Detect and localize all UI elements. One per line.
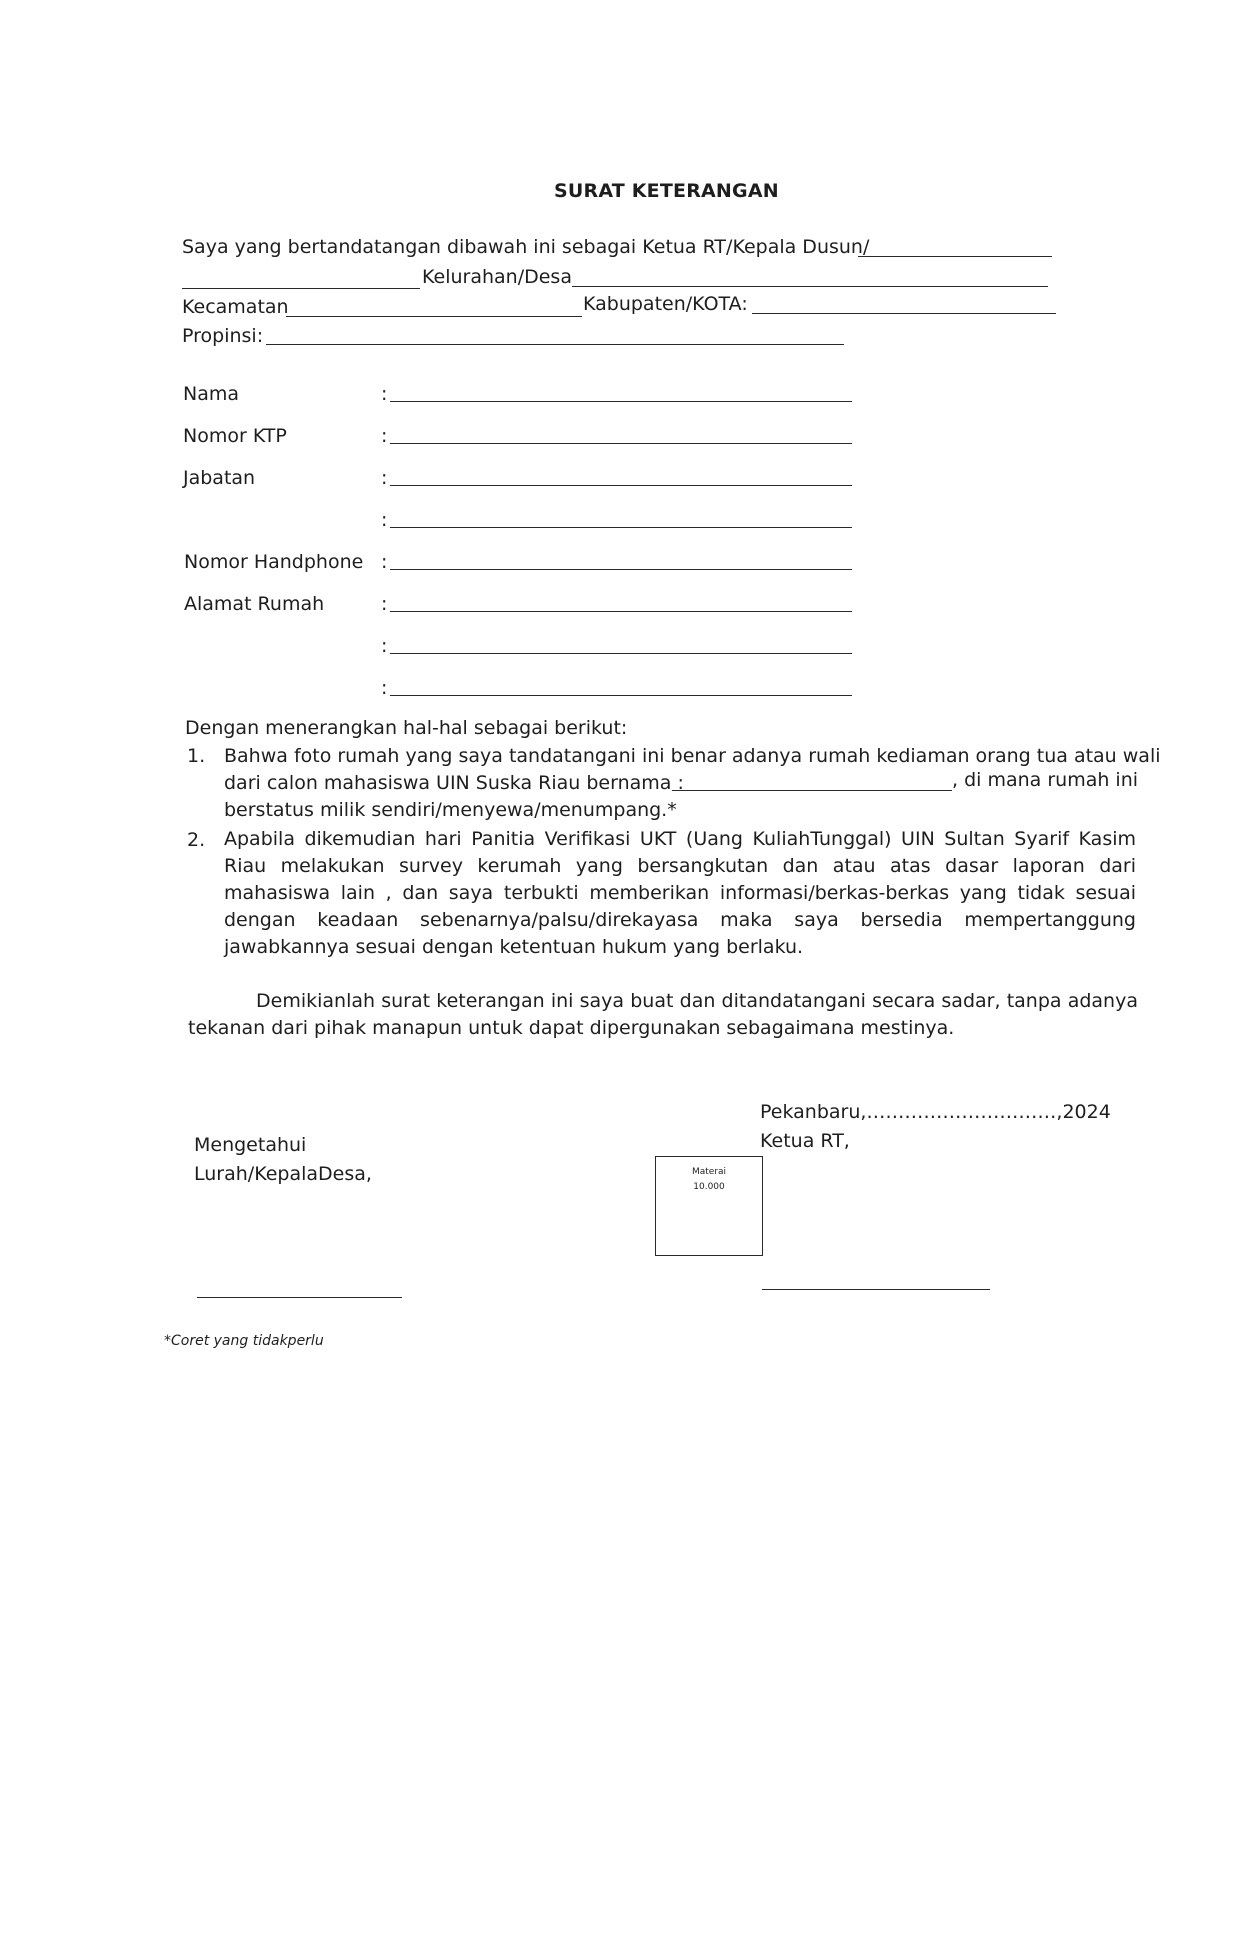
item-2-number: 2. (187, 829, 206, 851)
field-alamat-blank-3 (390, 695, 852, 696)
field-alamat-blank-2 (390, 653, 852, 654)
field-jabatan-colon-2: : (381, 509, 388, 531)
intro-line-1: Saya yang bertandatangan dibawah ini sebagai Ketua RT/Kepala Dusun/ (182, 236, 870, 258)
closing-block (188, 988, 1138, 1042)
student-name-blank (672, 790, 952, 791)
dusun-blank (858, 256, 1052, 257)
field-alamat-colon: : (381, 593, 388, 615)
kelurahan-blank (572, 286, 1048, 287)
propinsi-label: Propinsi: (182, 325, 264, 347)
field-jabatan-blank (390, 485, 852, 486)
kecamatan-blank (286, 316, 582, 317)
field-jabatan-label: Jabatan (183, 467, 256, 489)
item-2-text (224, 826, 1136, 961)
field-ktp-label: Nomor KTP (183, 425, 287, 447)
ketua-signature-line (762, 1289, 990, 1290)
field-jabatan-colon: : (381, 467, 388, 489)
kelurahan-label: Kelurahan/Desa (422, 266, 572, 288)
field-nama-blank (390, 401, 852, 402)
stamp-label: Materai (691, 1167, 727, 1177)
field-nama-colon: : (381, 383, 388, 405)
materai-stamp-box (655, 1156, 763, 1256)
field-nama-label: Nama (183, 383, 240, 405)
field-alamat-colon-2: : (381, 635, 388, 657)
kecamatan-label: Kecamatan (182, 296, 289, 318)
field-hp-blank (390, 569, 852, 570)
item-1-line-2a: dari calon mahasiswa UIN Suska Riau bernama : (224, 772, 684, 794)
field-alamat-label: Alamat Rumah (184, 593, 325, 615)
stamp-value: 10.000 (693, 1182, 725, 1192)
document-title: SURAT KETERANGAN (554, 180, 779, 202)
closing-paragraph: Demikianlah surat keterangan ini saya buat dan ditandatangani secara sadar, tanpa adanya tekanan dari pihak manapun untuk dapat dipergunakan sebagaimana mestinya. (188, 990, 1138, 1039)
item-2-paragraph: Apabila dikemudian hari Panitia Verifikasi UKT (Uang KuliahTunggal) UIN Sultan Syarif Kasim Riau melakukan survey kerumah yang bersangkutan dan atau atas dasar laporan dari mahasiswa lain , dan saya terbukti memberikan informasi/berkas-berkas yang tidak sesuai dengan keadaan sebenarnya/palsu/direkayasa maka saya bersedia mempertanggung jawabkannya sesuai dengan ketentuan hukum yang berlaku. (224, 828, 1136, 958)
footnote: *Coret yang tidakperlu (164, 1333, 324, 1349)
field-jabatan-blank-2 (390, 527, 852, 528)
field-hp-colon: : (381, 551, 388, 573)
field-ktp-colon: : (381, 425, 388, 447)
kabupaten-label: Kabupaten/KOTA: (583, 293, 748, 315)
lurah-label: Lurah/KepalaDesa, (194, 1163, 372, 1185)
kabupaten-blank (752, 313, 1056, 314)
field-alamat-blank (390, 611, 852, 612)
place-date: Pekanbaru,…………………………,2024 (760, 1101, 1111, 1123)
dusun-name-blank (182, 288, 420, 289)
item-1-line-2b: , di mana rumah ini (952, 769, 1139, 791)
field-alamat-colon-3: : (381, 677, 388, 699)
item-1-line-1: Bahwa foto rumah yang saya tandatangani ini benar adanya rumah kediaman orang tua atau wali (224, 745, 1161, 767)
mengetahui-label: Mengetahui (194, 1134, 307, 1156)
field-hp-label: Nomor Handphone (184, 551, 364, 573)
lurah-signature-line (197, 1297, 402, 1298)
statement-heading: Dengan menerangkan hal-hal sebagai berikut: (185, 717, 628, 739)
item-1-number: 1. (187, 745, 206, 767)
propinsi-blank (266, 344, 844, 345)
item-1-line-3: berstatus milik sendiri/menyewa/menumpang.* (224, 799, 677, 821)
field-ktp-blank (390, 443, 852, 444)
ketua-rt-label: Ketua RT, (760, 1130, 850, 1152)
